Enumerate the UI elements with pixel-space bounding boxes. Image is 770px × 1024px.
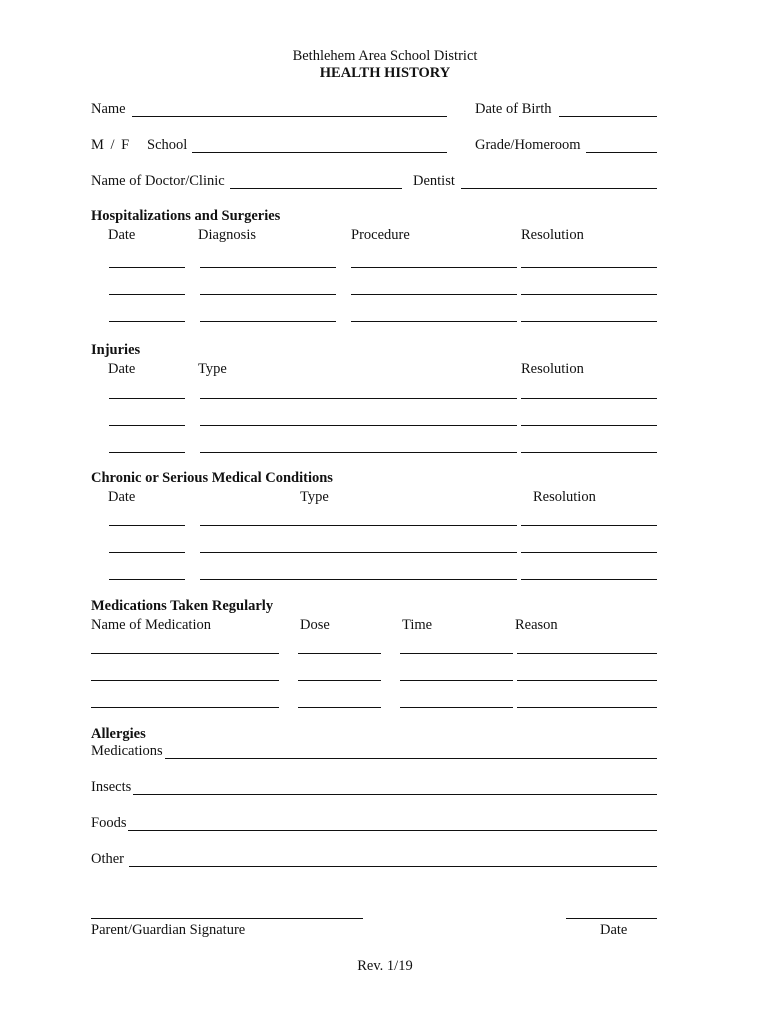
- doctor-label: Name of Doctor/Clinic: [91, 173, 225, 189]
- dentist-field[interactable]: [461, 188, 657, 189]
- hosp-date-field[interactable]: [109, 294, 185, 295]
- med-time-field[interactable]: [400, 680, 513, 681]
- hosp-diagnosis-field[interactable]: [200, 267, 336, 268]
- med-reason-field[interactable]: [517, 707, 657, 708]
- dentist-label: Dentist: [413, 173, 455, 189]
- column-header: Resolution: [521, 361, 584, 377]
- allergy-other-label: Other: [91, 851, 125, 867]
- column-header: Name of Medication: [91, 617, 211, 633]
- allergy-foods-label: Foods: [91, 815, 127, 831]
- chronic-type-field[interactable]: [200, 579, 517, 580]
- column-header: Type: [300, 489, 329, 505]
- med-reason-field[interactable]: [517, 653, 657, 654]
- dob-field[interactable]: [559, 116, 657, 117]
- chronic-date-field[interactable]: [109, 525, 185, 526]
- form-title: HEALTH HISTORY: [319, 65, 451, 81]
- hosp-resolution-field[interactable]: [521, 267, 657, 268]
- signature-field[interactable]: [91, 918, 363, 919]
- sex-selector[interactable]: M / F: [91, 137, 130, 153]
- hosp-procedure-field[interactable]: [351, 294, 517, 295]
- column-header: Dose: [300, 617, 330, 633]
- injuries-heading: Injuries: [91, 342, 141, 358]
- injury-resolution-field[interactable]: [521, 425, 657, 426]
- column-header: Date: [108, 227, 136, 243]
- med-dose-field[interactable]: [298, 707, 381, 708]
- grade-label: Grade/Homeroom: [475, 137, 581, 153]
- med-dose-field[interactable]: [298, 680, 381, 681]
- injury-date-field[interactable]: [109, 452, 185, 453]
- med-time-field[interactable]: [400, 707, 513, 708]
- column-header: Resolution: [521, 227, 584, 243]
- allergy-insects-field[interactable]: [133, 794, 657, 795]
- hosp-date-field[interactable]: [109, 321, 185, 322]
- chronic-date-field[interactable]: [109, 552, 185, 553]
- hosp-date-field[interactable]: [109, 267, 185, 268]
- school-field[interactable]: [192, 152, 447, 153]
- column-header: Diagnosis: [198, 227, 256, 243]
- revision-label: Rev. 1/19: [357, 958, 413, 974]
- allergy-medications-label: Medications: [91, 743, 163, 759]
- injury-resolution-field[interactable]: [521, 398, 657, 399]
- hospitalizations-heading: Hospitalizations and Surgeries: [91, 208, 281, 224]
- medications-heading: Medications Taken Regularly: [91, 598, 274, 614]
- med-dose-field[interactable]: [298, 653, 381, 654]
- injury-type-field[interactable]: [200, 452, 517, 453]
- hosp-procedure-field[interactable]: [351, 321, 517, 322]
- name-field[interactable]: [132, 116, 447, 117]
- chronic-date-field[interactable]: [109, 579, 185, 580]
- allergies-heading: Allergies: [91, 726, 146, 742]
- med-reason-field[interactable]: [517, 680, 657, 681]
- injury-date-field[interactable]: [109, 425, 185, 426]
- med-name-field[interactable]: [91, 707, 279, 708]
- signature-date-field[interactable]: [566, 918, 657, 919]
- signature-label: Parent/Guardian Signature: [91, 922, 246, 938]
- hosp-diagnosis-field[interactable]: [200, 294, 336, 295]
- column-header: Time: [402, 617, 433, 633]
- injury-type-field[interactable]: [200, 425, 517, 426]
- name-label: Name: [91, 101, 126, 117]
- doctor-field[interactable]: [230, 188, 402, 189]
- school-label: School: [147, 137, 188, 153]
- injury-type-field[interactable]: [200, 398, 517, 399]
- chronic-heading: Chronic or Serious Medical Conditions: [91, 470, 333, 486]
- column-header: Procedure: [351, 227, 410, 243]
- allergy-other-field[interactable]: [129, 866, 657, 867]
- allergy-medications-field[interactable]: [165, 758, 657, 759]
- chronic-resolution-field[interactable]: [521, 525, 657, 526]
- allergy-insects-label: Insects: [91, 779, 132, 795]
- med-name-field[interactable]: [91, 680, 279, 681]
- injury-resolution-field[interactable]: [521, 452, 657, 453]
- chronic-type-field[interactable]: [200, 525, 517, 526]
- column-header: Resolution: [533, 489, 596, 505]
- med-time-field[interactable]: [400, 653, 513, 654]
- column-header: Date: [108, 489, 136, 505]
- hosp-diagnosis-field[interactable]: [200, 321, 336, 322]
- dob-label: Date of Birth: [475, 101, 552, 117]
- column-header: Type: [198, 361, 227, 377]
- district-name: Bethlehem Area School District: [292, 48, 478, 64]
- chronic-type-field[interactable]: [200, 552, 517, 553]
- column-header: Date: [108, 361, 136, 377]
- chronic-resolution-field[interactable]: [521, 579, 657, 580]
- allergy-foods-field[interactable]: [128, 830, 657, 831]
- column-header: Reason: [515, 617, 558, 633]
- med-name-field[interactable]: [91, 653, 279, 654]
- signature-date-label: Date: [600, 922, 628, 938]
- chronic-resolution-field[interactable]: [521, 552, 657, 553]
- hosp-resolution-field[interactable]: [521, 294, 657, 295]
- hosp-resolution-field[interactable]: [521, 321, 657, 322]
- grade-field[interactable]: [586, 152, 657, 153]
- injury-date-field[interactable]: [109, 398, 185, 399]
- hosp-procedure-field[interactable]: [351, 267, 517, 268]
